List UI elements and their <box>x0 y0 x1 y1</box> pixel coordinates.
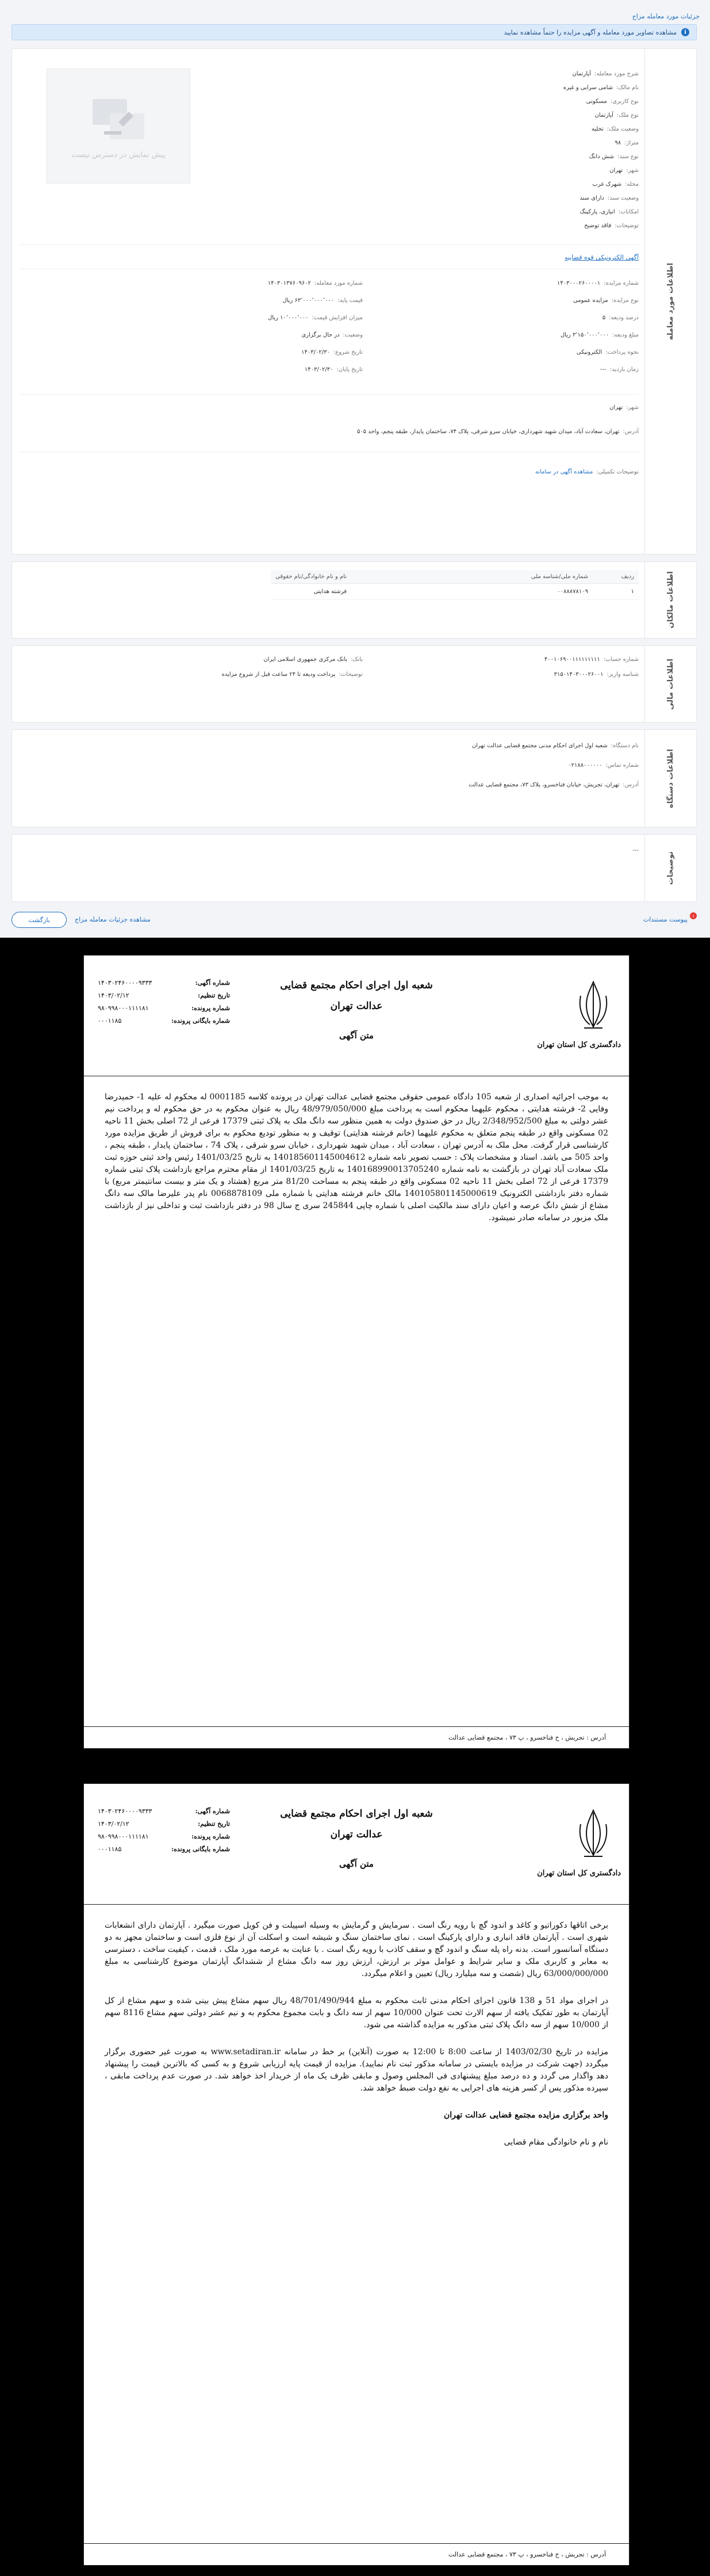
deal-info-side-title: اطلاعات مورد معامله <box>644 49 696 554</box>
legal-notice-page-1 <box>83 955 630 1749</box>
org-side-title: اطلاعات دستگاه <box>644 730 696 827</box>
field-item-number: شماره مورد معامله:۱۴۰۳۰۱۳۷۶۰۹۶۰۲ <box>267 280 363 286</box>
field-finance-desc: توضیحات:پرداخت ودیعه تا ۲۴ ساعت قبل از شروع مزایده <box>221 671 363 678</box>
owners-table <box>271 570 639 600</box>
ad-link[interactable]: آگهی الکترونیکی قوه قضاییه <box>565 254 639 261</box>
emblem-caption: دادگستری کل استان تهران <box>537 1041 621 1049</box>
field-facilities: امکانات:انباری، پارکینگ <box>579 209 639 215</box>
field-more-info: توضیحات تکمیلی:مشاهده آگهی در سامانه <box>535 469 639 475</box>
field-auction-type: نوع مزایده:مزایده عمومی <box>573 297 639 304</box>
divider <box>20 244 639 245</box>
notes-text: --- <box>632 847 639 854</box>
doc-body: به موجب اجرائیه اصداری از شعبه 105 دادگاه عمومی حقوقی مجتمع قضایی عدالت تهران در پرونده کلاسه 0001185 له محکوم له علیه 1- حمیدرضا وفایی 2- فرشته هدایتی ، محکوم علیهما محکوم است به پرداخت مبلغ 48/979/050/000 ریال به عنوان محکوم به در حق محکوم له و پرداخت نیم عشر دولتی به مبلغ 2/348/952/500 ریال در حق صندوق دولت به همین منظور سه دانگ ملک به پلاک ثبتی 17379 فرعی از 72 اصلی بخش 11 ناحیه 02 مسکونی واقع در طبقه پنجم متعلق به محکوم علیهما (خانم فرشته هدایتی) توقیف و به منظور تودیع محکوم به برای فروش از طریق مزایده مورد کارشناسی قرار گرفت. محل ملک به آدرس تهران ، سعادت آباد ، میدان شهید شهرداری ، خیابان سرو شرقی ، پلاک 74 ، ساختمان پایدار ، طبقه پنجم ، واحد 505 می باشد. اسناد و مشخصات پلاک : حسب تصویر نامه شماره 140185601145004612 به تاریخ 1401/03/25 رئیس واحد ثبتی حوزه ثبت ملک سعادت آباد تهران در بازگشت به نامه شماره 140168990013705240 به تاریخ 1401/03/25 از مقام محترم مراجع بازداشت پلاک ثبتی شماره 17379 فرعی از 72 اصلی بخش 11 ناحیه 02 مسکونی واقع در طبقه پنجم به مساحت 81/20 متر مربع (هشتاد و یک متر و بیست سانتیمتر مربع) با شماره دفتر بازداشتی الکترونیک 140105801145000619 مالک خانم فرشته هدایتی با شماره ملی 0068878109 نام پدر علیرضا مالک سه دانگ مشاع از شش دانگ عرصه و اعیان دارای سند مالکیت اصلی با شماره چاپی 245844 سری ج سال 98 در دفتر بازداشت ثبت و تداخلی نیز از بازداشت ملک مزبور در سامانه صادر نمیشود. <box>105 1092 609 1222</box>
org-card <box>11 729 697 827</box>
doc-header <box>84 956 629 1076</box>
bottom-bar <box>11 910 697 930</box>
notes-side-title: توضیحات <box>644 835 696 901</box>
field-payment-id: شناسه واریز:۳۱۵۰۱۴۰۳۰۰۰۲۶۰۰۱ <box>554 671 639 678</box>
field-type: نوع ملک:آپارتمان <box>594 112 639 119</box>
doc-heading: متن آگهی <box>339 1030 374 1041</box>
back-button[interactable]: بازگشت <box>11 912 67 928</box>
field-title: شرح مورد معامله:آپارتمان <box>572 71 639 77</box>
field-payment-method: نحوه پرداخت:الکترونیکی <box>576 349 639 356</box>
doc-body: برخی اتاقها دکوراتیو و کاغذ و اندود گچ با رویه رنگ است . سرمایش و گرمایش به وسیله اسپیلت و فن کویل صورت میگیرد . آپارتمان دارای انشعابات شهری است . آپارتمان فاقد انباری و دارای پارکینگ است . نمای ساختمان سنگ و شیشه است و اسکلت آن از نوع فلزی است و ساختمان مجهز به دو دستگاه آسانسور است. بدنه راه پله سنگ و اندود گچ و سقف کاذب با رویه رنگ است . با عنایت به عرصه مورد ملک ، قدمت ، کیفیت ساخت ، دسترسی به معابر و کاربری ملک و سایر شرایط و عوامل موثر بر ارزش، ارزش روز سه دانگ مشاع از ششدانگ آپارتمان موضوع کارشناسی به مبلغ 63/000/000/000 ریال (شصت و سه میلیارد ریال) تعیین و اعلام میگردد. در اجرای مواد 51 و 138 قانون اجرای احکام مدنی ثابت محکوم به مبلغ 48/701/490/944 ریال سهم مشاع پیش بینی شده و سهم مشاع از کل آپارتمان به طور تفکیک یافته از سهم الارث تحت عنوان 10/000 سهم از سه دانگ و بابت مجموع محکوم به و نیم عشر دولتی سهم مشاع 8116 سهم از 10/000 سهم از سه دانگ پلاک ثبتی مذکور به مزایده گذاشته می شود. مزایده در تاریخ 1403/02/30 از ساعت 8:00 تا 12:00 به صورت (آنلاین) بر خط در سامانه www.setadiran.ir به صورت غیر حضوری برگزار میگردد (جهت شرکت در مزایده بایستی در سامانه مذکور ثبت نام نمایید). مزایده از قیمت پایه ارزیابی شروع و به کسی که بالاترین قیمت را پیشنهاد دهد واگذار می گردد و ده درصد مبلغ پیشنهادی فی المجلس وصول و مابقی ظرف یک ماه از خریدار اخذ خواهد شد. در صورت عدم پرداخت مابقی ، سپرده مذکور پس از کسر هزینه های اجرایی به نفع دولت ضبط خواهد شد. واحد برگزاری مزایده مجتمع قضایی عدالت تهران نام و نام خانوادگی مقام قضایی <box>105 1921 609 2147</box>
field-city: شهر:تهران <box>609 167 639 174</box>
field-state: وضعیت:در حال برگزاری <box>301 332 363 338</box>
gavel-icon <box>87 93 150 145</box>
field-deposit-amount: مبلغ ودیعه:۳٬۱۵۰٬۰۰۰٬۰۰۰ ریال <box>560 332 639 338</box>
divider <box>20 394 639 395</box>
notes-card <box>11 834 697 902</box>
doc-meta: شماره آگهی: ۱۴۰۳۰۲۴۶۰۰۰۰۹۳۳۳ تاریخ تنظیم: ۱۴۰۳/۰۲/۱۲ شماره پرونده: ۹۸۰۹۹۸۰۰۰۱۱۱۱۸۱ شماره بایگانی پرونده: ۰۰۰۱۱۸۵ <box>98 979 230 1025</box>
field-end-date: تاریخ پایان:۱۴۰۳/۰۲/۳۰ <box>304 366 363 373</box>
field-owner: نام مالک:شامی سرابی و غیره <box>563 85 639 91</box>
doc-subtitle: عدالت تهران <box>330 1000 383 1012</box>
col-header: ردیف <box>593 570 639 584</box>
field-org-address: آدرس:تهران، تجریش، خیابان فناخسرو، پلاک ۷۳، مجتمع قضایی عدالت <box>469 782 639 788</box>
doc-heading: متن آگهی <box>339 1859 374 1869</box>
doc-title: شعبه اول اجرای احکام مجتمع قضایی <box>280 1808 433 1820</box>
alert-text: مشاهده تصاویر مورد معامله و آگهی مزایده را حتماً مشاهده نمایید <box>504 28 677 36</box>
field-org-phone: شماره تماس:۰۲۱۸۸۰۰۰۰۰۰ <box>568 762 639 769</box>
field-account: شماره حساب:۴۰۰۱۰۶۹۰۰۱۱۱۱۱۱۱۱۱ <box>544 656 639 663</box>
field-city-2: شهر:تهران <box>609 404 639 411</box>
doc-footer: آدرس : تجریش ، خ فناخسرو ، پ ۷۳ ، مجتمع قضایی عدالت <box>84 2543 629 2566</box>
doc-footer: آدرس : تجریش ، خ فناخسرو ، پ ۷۳ ، مجتمع قضایی عدالت <box>84 1726 629 1749</box>
finance-side-title: اطلاعات مالی <box>644 646 696 722</box>
notification-badge: ۱ <box>690 912 697 919</box>
table-row: ۱ ۰۰۸۸۸۷۸۱۰۹ فرشته هدایتی <box>271 584 639 600</box>
view-details-link[interactable]: مشاهده جزئیات معامله مزاج <box>75 916 151 923</box>
field-auction-number: شماره مزایده:۱۴۰۳۰۰۰۲۶۰۰۰۰۱ <box>557 280 639 286</box>
field-desc: توضیحات:فاقد توضیح <box>584 223 639 229</box>
doc-title: شعبه اول اجرای احکام مجتمع قضایی <box>280 980 433 991</box>
legal-notice-page-2 <box>83 1783 630 2566</box>
field-address: آدرس:تهران، سعادت آباد، میدان شهید شهرداری، خیابان سرو شرقی، پلاک ۷۴، ساختمان پایدار، طبقه پنجم، واحد ۵۰۵ <box>356 429 639 435</box>
col-header: شماره ملی/شناسه ملی <box>351 570 593 584</box>
doc-header <box>84 1784 629 1905</box>
breadcrumb[interactable]: جزئیات مورد معامله مزاج <box>632 13 700 20</box>
owners-side-title: اطلاعات مالکان <box>644 562 696 638</box>
field-start-date: تاریخ شروع:۱۴۰۳/۰۲/۳۰ <box>301 349 363 356</box>
field-base-price: قیمت پایه:۶۳٬۰۰۰٬۰۰۰٬۰۰۰ ریال <box>282 297 363 304</box>
doc-subtitle: عدالت تهران <box>330 1829 383 1840</box>
field-district: محله:شهرک غرب <box>592 181 639 188</box>
info-alert <box>11 24 697 40</box>
field-doc-type: نوع سند:شش دانگ <box>589 154 639 160</box>
doc-meta: شماره آگهی: ۱۴۰۳۰۲۴۶۰۰۰۰۹۳۳۳ تاریخ تنظیم: ۱۴۰۳/۰۲/۱۲ شماره پرونده: ۹۸۰۹۹۸۰۰۰۱۱۱۱۸۱ شماره بایگانی پرونده: ۰۰۰۱۱۸۵ <box>98 1807 230 1853</box>
field-price-step: میزان افزایش قیمت:۱۰٬۰۰۰٬۰۰۰ ریال <box>268 315 363 321</box>
info-icon: i <box>681 28 689 36</box>
field-org-name: نام دستگاه:شعبه اول اجرای احکام مدنی مجتمع قضایی عدالت تهران <box>471 743 639 749</box>
deal-info-card <box>11 48 697 555</box>
field-visit-time: زمان بازدید:--- <box>600 366 639 373</box>
col-header: نام و نام خانوادگی/نام حقوقی <box>271 570 351 584</box>
field-bank: بانک:بانک مرکزی جمهوری اسلامی ایران <box>263 656 363 663</box>
field-usage: نوع کاربری:مسکونی <box>586 98 639 105</box>
finance-card <box>11 645 697 723</box>
field-doc-status: وضعیت سند:دارای سند <box>579 195 639 201</box>
field-status: وضعیت ملک:تخلیه <box>591 126 639 132</box>
image-placeholder <box>47 68 190 184</box>
field-deposit-percent: درصد ودیعه:۵ <box>602 315 639 321</box>
emblem-caption: دادگستری کل استان تهران <box>537 1869 621 1878</box>
image-placeholder-text: پیش نمایش در دسترس نیست <box>71 150 166 159</box>
owners-card <box>11 561 697 639</box>
attachments-button[interactable]: پیوست مستندات <box>643 916 688 923</box>
field-area: متراژ:۹۸ <box>615 140 639 146</box>
auction-details-panel <box>0 0 710 938</box>
